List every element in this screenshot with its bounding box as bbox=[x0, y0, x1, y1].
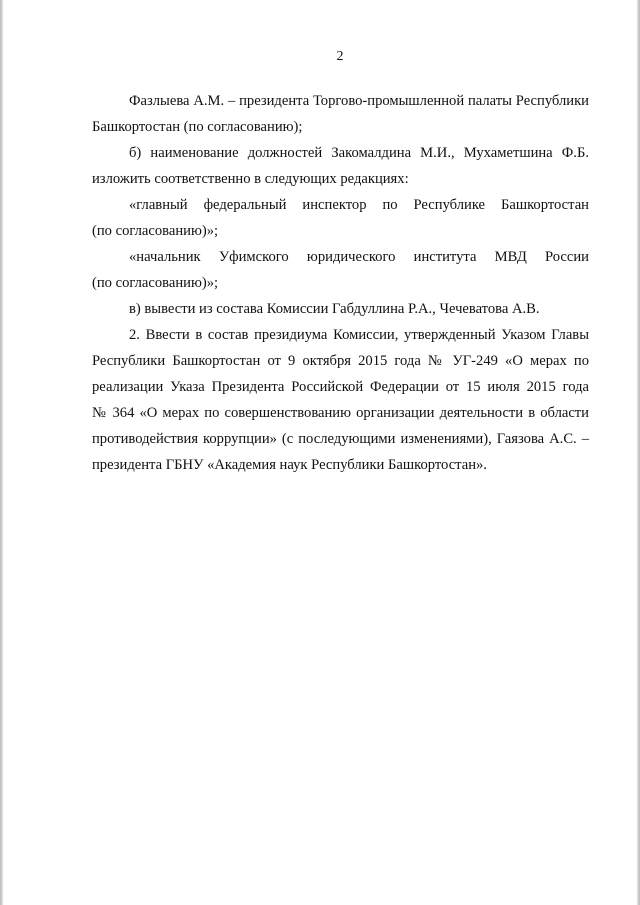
text-line: Фазлыева А.М. – президента Торгово-промышленной палаты Республики bbox=[129, 93, 589, 109]
text-line: «начальник Уфимского юридического института МВД России bbox=[129, 249, 589, 265]
text-line: противодействия коррупции» (с последующими изменениями), Гаязова А.С. – bbox=[92, 431, 589, 447]
paragraph-federal-inspector bbox=[92, 192, 589, 244]
paragraph-institute-head bbox=[92, 244, 589, 296]
text-line: 2. Ввести в состав президиума Комиссии, утвержденный Указом Главы bbox=[129, 327, 589, 343]
text-line: президента ГБНУ «Академия наук Республики Башкортостан». bbox=[92, 457, 487, 473]
text-line: (по согласованию)»; bbox=[92, 223, 219, 239]
paragraph-presidium-addition bbox=[92, 322, 589, 478]
text-line: Башкортостан (по согласованию); bbox=[92, 119, 303, 135]
text-line: реализации Указа Президента Российской Федерации от 15 июля 2015 года bbox=[92, 379, 589, 395]
text-line: изложить соответственно в следующих редакциях: bbox=[92, 171, 409, 187]
paragraph-position-names bbox=[92, 140, 589, 192]
text-line: (по согласованию)»; bbox=[92, 275, 219, 291]
text-line: № 364 «О мерах по совершенствованию организации деятельности в области bbox=[92, 405, 589, 421]
page-left-edge bbox=[0, 0, 3, 905]
paragraph-chamber-president bbox=[92, 88, 589, 140]
document-body bbox=[92, 88, 589, 478]
text-line: в) вывести из состава Комиссии Габдуллина Р.А., Чечеватова А.В. bbox=[129, 301, 540, 317]
paragraph-remove-members bbox=[92, 296, 589, 322]
page-number: 2 bbox=[336, 49, 344, 64]
text-line: «главный федеральный инспектор по Республике Башкортостан bbox=[129, 197, 589, 213]
text-line: б) наименование должностей Закомалдина М.И., Мухаметшина Ф.Б. bbox=[129, 145, 589, 161]
text-line: Республики Башкортостан от 9 октября 2015 года № УГ-249 «О мерах по bbox=[92, 353, 589, 369]
